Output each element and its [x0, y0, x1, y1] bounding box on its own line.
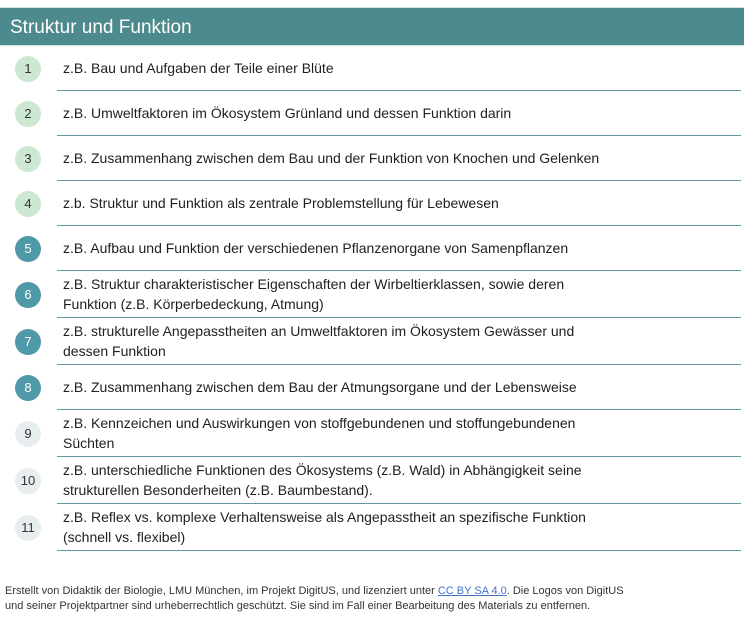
item-text: z.B. Bau und Aufgaben der Teile einer Blüte [63, 60, 334, 76]
item-content [57, 365, 741, 410]
item-badge-column [0, 468, 57, 494]
item-badge-column [0, 56, 57, 82]
item-list [0, 46, 744, 551]
page-title: Struktur und Funktion [0, 7, 744, 46]
item-badge-column [0, 421, 57, 447]
item-content [57, 271, 741, 318]
item-number-badge: 3 [15, 146, 41, 172]
item-number-badge: 5 [15, 236, 41, 262]
item-text: z.B. Struktur charakteristischer Eigenschaften der Wirbeltierklassen, sowie deren Funktion (z.B. Körperbedeckung, Atmung) [63, 276, 565, 312]
item-badge-column [0, 375, 57, 401]
list-item [0, 226, 744, 271]
license-link[interactable]: CC BY SA 4.0 [437, 585, 507, 597]
license-text-before: Erstellt von Didaktik der Biologie, LMU München, im Projekt DigitUS, und lizenziert unter [5, 585, 438, 597]
item-content [57, 410, 741, 457]
item-text: z.b. Struktur und Funktion als zentrale Problemstellung für Lebewesen [63, 195, 499, 211]
item-content [57, 46, 741, 91]
list-item [0, 271, 744, 318]
item-content [57, 181, 741, 226]
item-badge-column [0, 101, 57, 127]
item-badge-column [0, 191, 57, 217]
item-content [57, 318, 741, 365]
list-item [0, 365, 744, 410]
item-text: z.B. Aufbau und Funktion der verschiedenen Pflanzenorgane von Samenpflanzen [63, 240, 569, 256]
item-text: z.B. unterschiedliche Funktionen des Ökosystems (z.B. Wald) in Abhängigkeit seine strukturellen Besonderheiten (z.B. Baumbestand). [63, 462, 582, 498]
list-item [0, 46, 744, 91]
list-item [0, 136, 744, 181]
item-number-badge: 6 [15, 282, 41, 308]
item-badge-column [0, 282, 57, 308]
item-content [57, 136, 741, 181]
item-number-badge: 8 [15, 375, 41, 401]
item-content [57, 91, 741, 136]
item-content [57, 504, 741, 551]
item-badge-column [0, 146, 57, 172]
list-item [0, 410, 744, 457]
license-text-after: . Die Logos von DigitUS und seiner Projektpartner sind urheberrechtlich geschützt. Sie sind im Fall einer Bearbeitung des Materials zu entfernen. [5, 585, 624, 612]
item-number-badge: 7 [15, 329, 41, 355]
item-badge-column [0, 329, 57, 355]
list-item [0, 91, 744, 136]
item-text: z.B. Reflex vs. komplexe Verhaltensweise als Angepasstheit an spezifische Funktion (schnell vs. flexibel) [63, 509, 586, 545]
list-item [0, 457, 744, 504]
list-item [0, 504, 744, 551]
item-number-badge: 4 [15, 191, 41, 217]
license-note [0, 584, 744, 614]
item-number-badge: 10 [15, 468, 41, 494]
list-item [0, 318, 744, 365]
item-text: z.B. Zusammenhang zwischen dem Bau der Atmungsorgane und der Lebensweise [63, 379, 577, 395]
item-text: z.B. Kennzeichen und Auswirkungen von stoffgebundenen und stoffungebundenen Süchten [63, 415, 576, 451]
list-item [0, 181, 744, 226]
item-content [57, 226, 741, 271]
item-content [57, 457, 741, 504]
item-number-badge: 11 [15, 515, 41, 541]
item-number-badge: 9 [15, 421, 41, 447]
item-number-badge: 2 [15, 101, 41, 127]
item-number-badge: 1 [15, 56, 41, 82]
item-badge-column [0, 236, 57, 262]
item-badge-column [0, 515, 57, 541]
item-text: z.B. strukturelle Angepasstheiten an Umweltfaktoren im Ökosystem Gewässer und dessen Funktion [63, 323, 575, 359]
item-text: z.B. Zusammenhang zwischen dem Bau und der Funktion von Knochen und Gelenken [63, 150, 600, 166]
item-text: z.B. Umweltfaktoren im Ökosystem Grünland und dessen Funktion darin [63, 105, 512, 121]
